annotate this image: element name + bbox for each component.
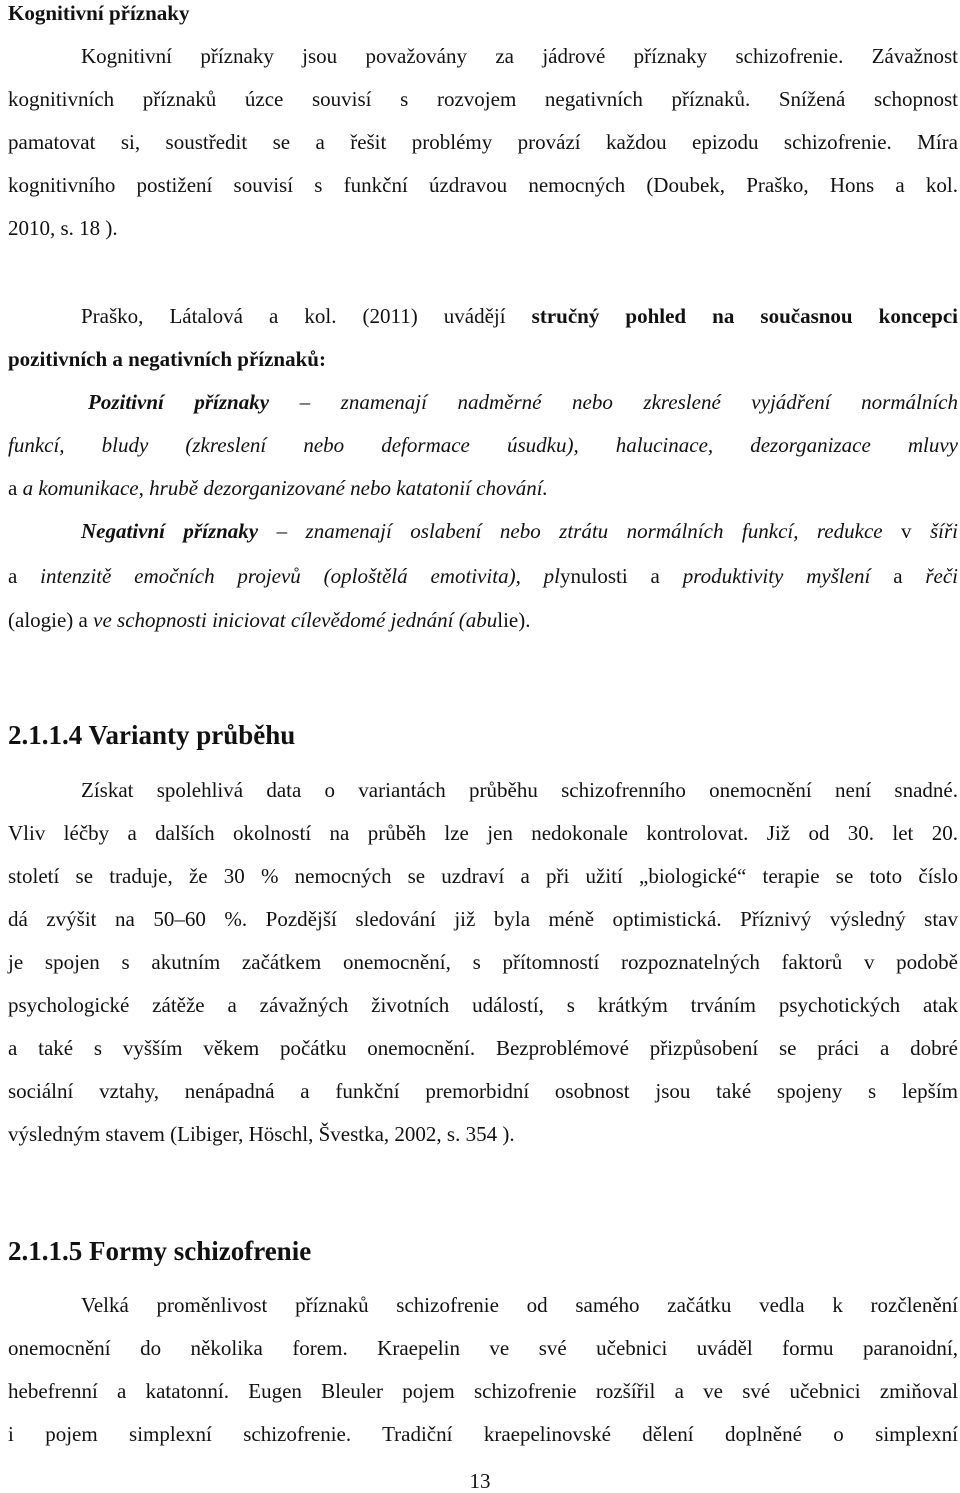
negative-text: ve schopnosti iniciovat cílevědomé jednání (abu (93, 608, 498, 632)
negative-text: lie). (497, 608, 531, 632)
negative-text: v (901, 519, 930, 543)
intro-bold-line: pozitivních a negativních příznaků: (8, 347, 326, 371)
negative-text: a (8, 564, 41, 588)
paragraph-line: století se traduje, že 30 % nemocných se uzdraví a při užití „biologické“ terapie se toto číslo (8, 864, 958, 888)
paragraph-line: Vliv léčby a dalších okolností na průběh lze jen nedokonale kontrolovat. Již od 30. let 20. (8, 821, 958, 845)
paragraph-line: Velká proměnlivost příznaků schizofrenie od samého začátku vedla k rozčlenění (81, 1293, 958, 1317)
paragraph-line: pamatovat si, soustředit se a řešit problémy provází každou epizodu schizofrenie. Míra (8, 130, 958, 154)
negative-text: šíři (930, 519, 959, 543)
positive-term: Pozitivní příznaky (88, 390, 270, 414)
negative-text: řeči (925, 564, 959, 588)
positive-symptoms-text: a komunikace, hrubě dezorganizované nebo katatonií chování. (22, 476, 548, 500)
paragraph-line: je spojen s akutním začátkem onemocnění, s přítomností rozpoznatelných faktorů v podobě (8, 950, 958, 974)
negative-definition: – znamenají oslabení nebo ztrátu normálních funkcí, redukce (258, 519, 902, 543)
paragraph-line: sociální vztahy, nenápadná a funkční premorbidní osobnost jsou také spojeny s lepším (8, 1079, 958, 1103)
paragraph-line: výsledným stavem (Libiger, Höschl, Švestka, 2002, s. 354 ). (8, 1122, 515, 1146)
intro-bold-text: stručný pohled na současnou koncepci (531, 304, 958, 328)
negative-text: a (870, 564, 926, 588)
paragraph-line: psychologické zátěže a závažných životních událostí, s krátkým trváním psychotických atak (8, 993, 958, 1017)
paragraph-line: i pojem simplexní schizofrenie. Tradiční kraepelinovské dělení doplněné o simplexní (8, 1422, 958, 1446)
paragraph-line: Získat spolehlivá data o variantách průběhu schizofrenního onemocnění není snadné. (81, 778, 958, 802)
paragraph-line: kognitivních příznaků úzce souvisí s rozvojem negativních příznaků. Snížená schopnost (8, 87, 958, 111)
positive-symptoms-line: funkcí, bludy (zkreslení nebo deformace úsudku), halucinace, dezorganizace mluvy (8, 433, 958, 457)
paragraph-line: 2010, s. 18 ). (8, 216, 118, 240)
positive-symptoms-line: a a komunikace, hrubě dezorganizované nebo katatonií chování. (8, 476, 548, 500)
negative-symptoms-line (8, 610, 531, 631)
page-number: 13 (469, 1469, 491, 1493)
negative-symptoms-line (81, 521, 958, 542)
paragraph-line: a také s vyšším věkem počátku onemocnění. Bezproblémové přizpůsobení se práci a dobré (8, 1036, 958, 1060)
intro-text: Praško, Látalová a kol. (2011) uvádějí (81, 304, 532, 328)
negative-text: ynulosti a (560, 564, 683, 588)
negative-text: (alogie) a (8, 608, 94, 632)
paragraph-line: kognitivního postižení souvisí s funkční úzdravou nemocných (Doubek, Praško, Hons a kol. (8, 173, 958, 197)
section-heading-forms: 2.1.1.5 Formy schizofrenie (8, 1236, 312, 1266)
paragraph-line: dá zvýšit na 50–60 %. Pozdější sledování již byla méně optimistická. Příznivý výsledný stav (8, 907, 958, 931)
paragraph-line: Kognitivní příznaky jsou považovány za jádrové příznaky schizofrenie. Závažnost (81, 44, 958, 68)
section-heading-cognitive: Kognitivní příznaky (8, 1, 190, 25)
negative-symptoms-line (8, 566, 958, 587)
positive-symptoms-line (88, 392, 958, 413)
paragraph-line: hebefrenní a katatonní. Eugen Bleuler pojem schizofrenie rozšířil a ve své učebnici zmiňoval (8, 1379, 958, 1403)
negative-term: Negativní příznaky (81, 519, 259, 543)
negative-text: intenzitě emočních projevů (oploštělá emotivita), pl (40, 564, 561, 588)
positive-definition: – znamenají nadměrné nebo zkreslené vyjádření normálních (269, 390, 958, 414)
intro-line (81, 306, 958, 327)
section-heading-variants: 2.1.1.4 Varianty průběhu (8, 720, 296, 750)
paragraph-line: onemocnění do několika forem. Kraepelin ve své učebnici uváděl formu paranoidní, (8, 1336, 958, 1360)
negative-text: produktivity myšlení (682, 564, 871, 588)
